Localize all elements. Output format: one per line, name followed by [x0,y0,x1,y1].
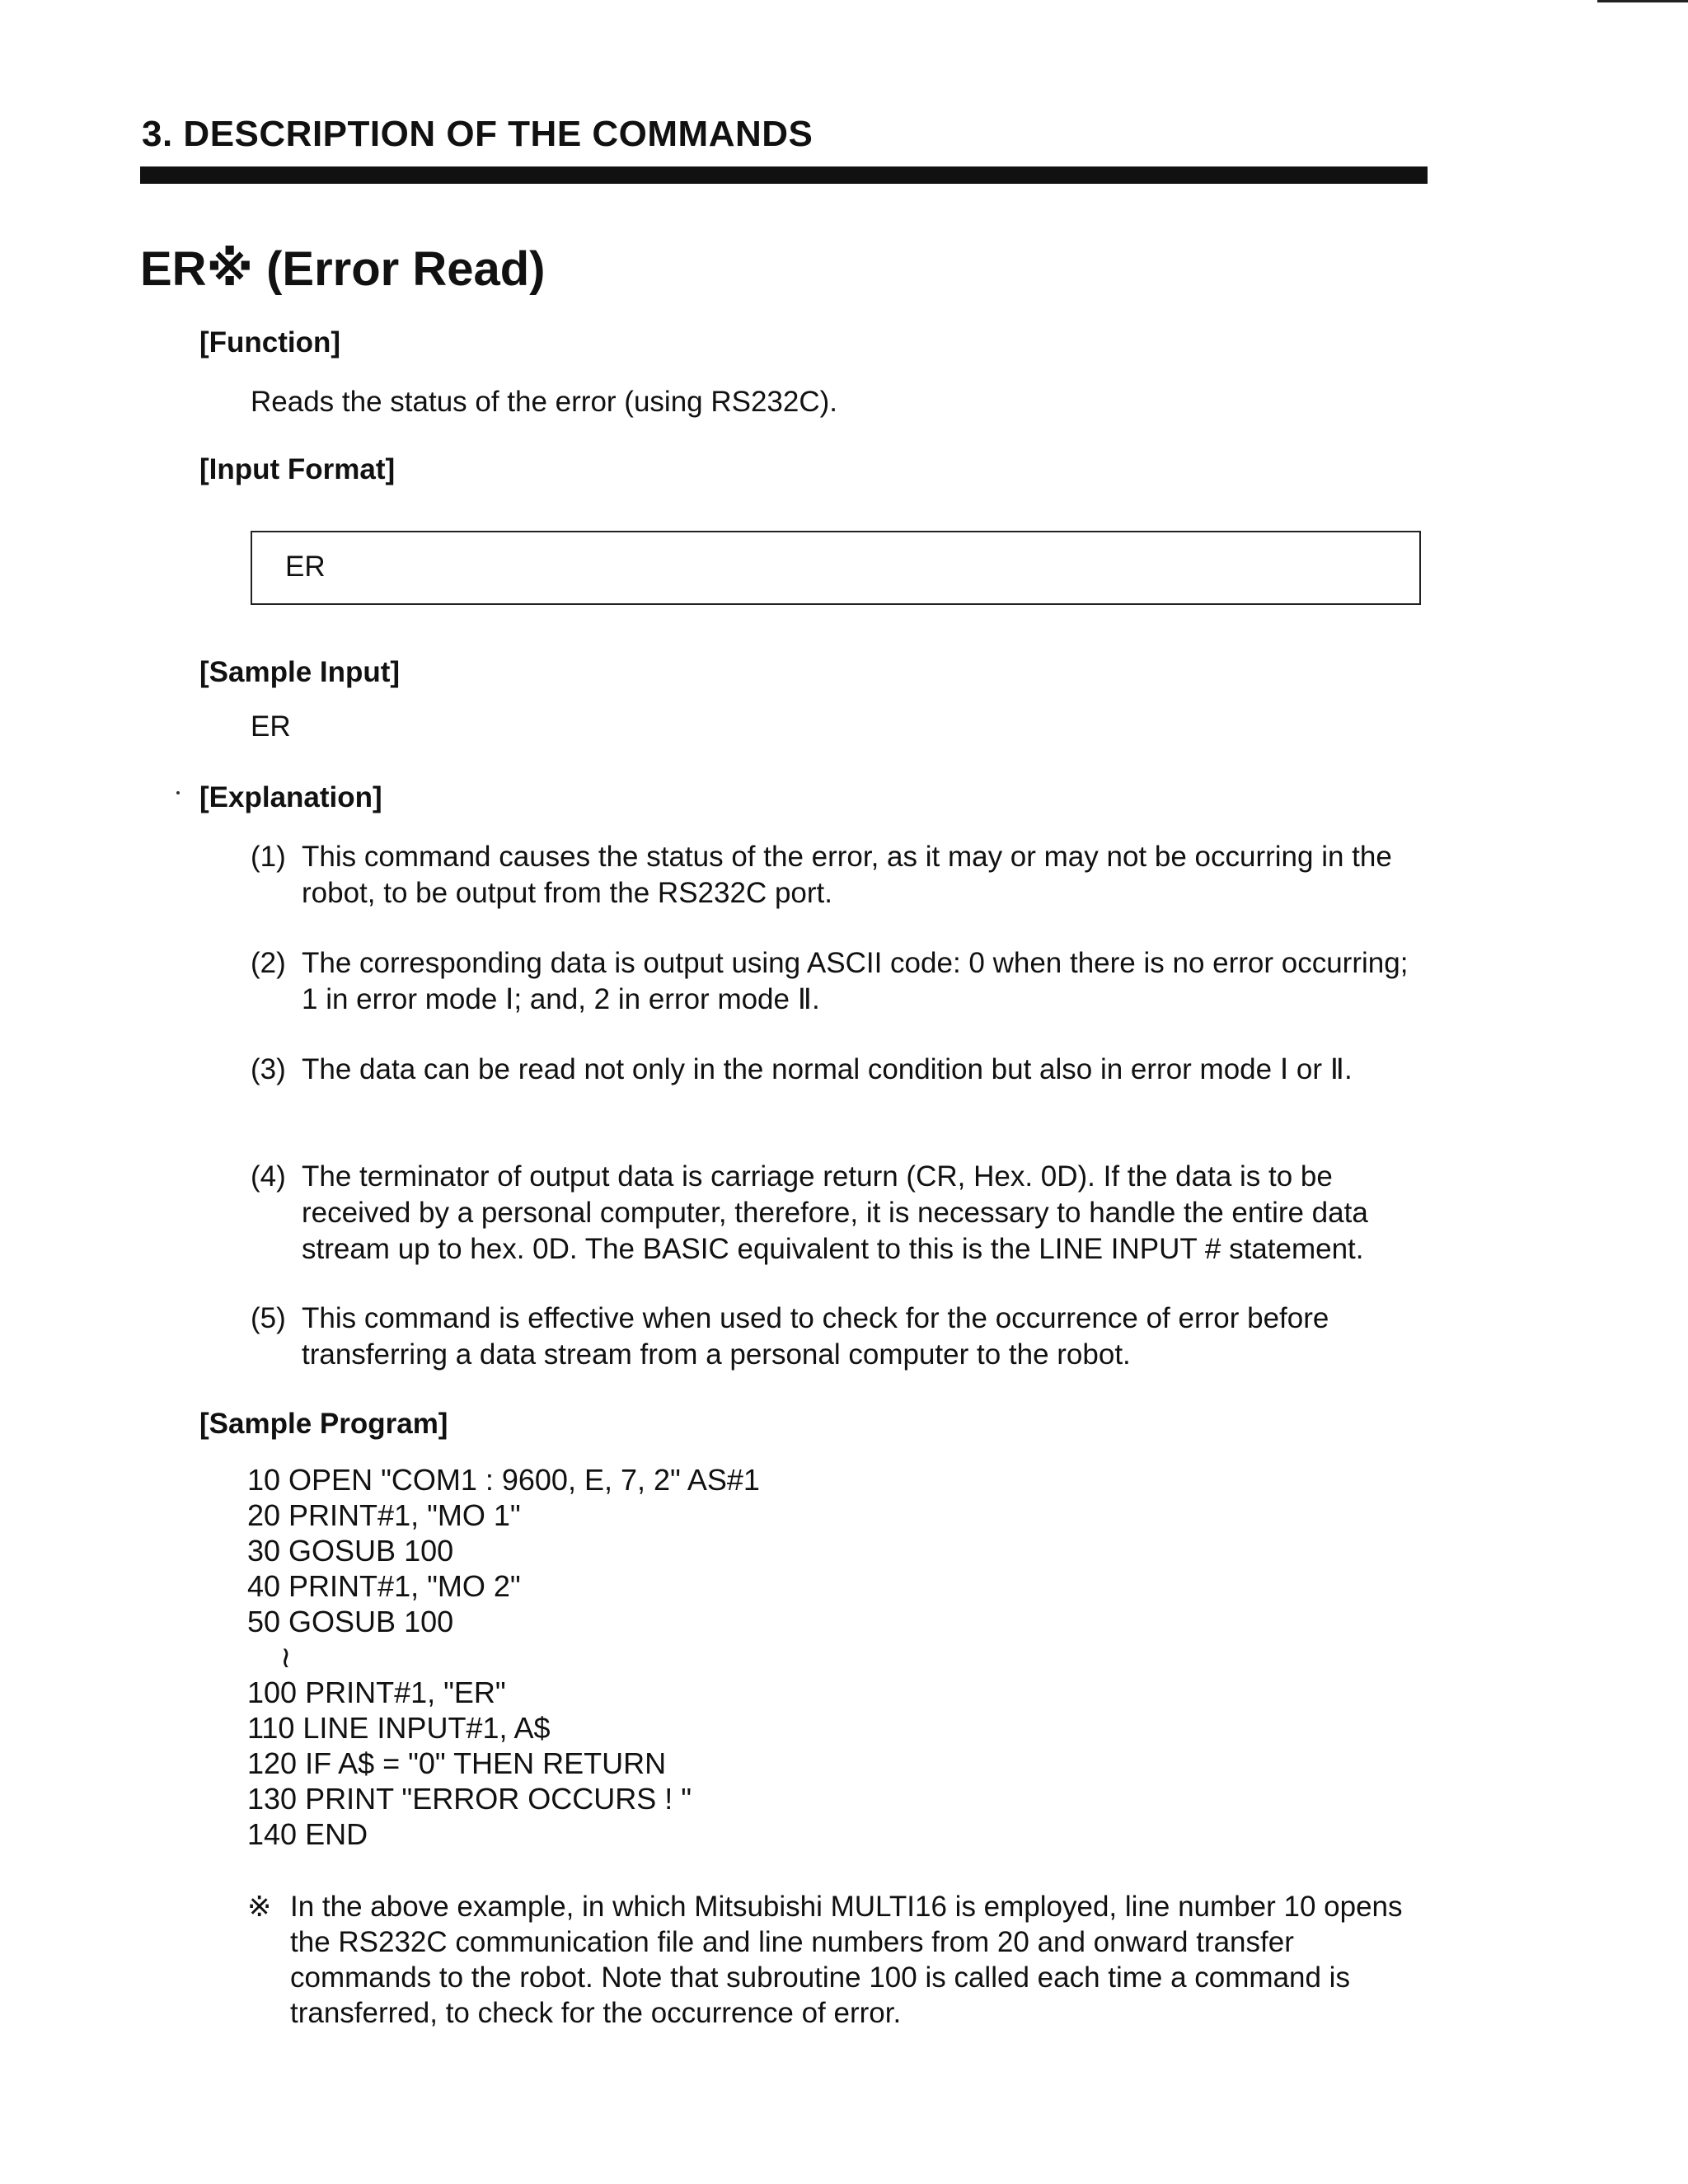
sample-input-text: ER [251,710,291,743]
item-number: (5) [251,1302,286,1334]
section-title: 3. DESCRIPTION OF THE COMMANDS [142,114,814,154]
code-line: 110 LINE INPUT#1, A$ [247,1711,551,1745]
section-divider [140,166,1428,184]
item-text: The corresponding data is output using ASCII code: 0 when there is no error occurring; 1 in error mode Ⅰ; and, 2 in error mode Ⅱ. [302,947,1409,1015]
code-line: 100 PRINT#1, "ER" [247,1675,506,1709]
code-line: 120 IF A$ = "0" THEN RETURN [247,1746,667,1780]
footnote [247,1889,1434,2031]
item-number: (1) [251,841,286,873]
code-line: 20 PRINT#1, "MO 1" [247,1498,521,1532]
item-text: This command causes the status of the error, as it may or may not be occurring in the robot, to be output from the RS232C port. [302,841,1392,909]
explanation-heading: [Explanation] [199,781,382,813]
input-format-heading: [Input Format] [199,453,396,485]
input-format-box [251,531,1421,605]
item-number: (4) [251,1160,286,1193]
reference-mark-icon: ※ [247,1891,272,1923]
page-edge-rule [1597,0,1688,2]
code-line: 130 PRINT "ERROR OCCURS ! " [247,1782,692,1816]
command-title: ER※ (Error Read) [140,242,546,296]
item-number: (2) [251,947,286,979]
scan-speck [176,791,180,794]
item-text: The terminator of output data is carriage return (CR, Hex. 0D). If the data is to be received by a personal computer, therefore, it is necessary to handle the entire data stream up to hex. 0D. The BASIC equivalent to this is the LINE INPUT # statement. [302,1160,1368,1265]
item-text: This command is effective when used to check for the occurrence of error before transferring a data stream from a personal computer to the robot. [302,1302,1329,1371]
explanation-item [251,1159,1429,1268]
item-number: (3) [251,1053,286,1085]
function-text: Reads the status of the error (using RS232C). [251,386,838,418]
code-line: 50 GOSUB 100 [247,1605,454,1638]
footnote-text: In the above example, in which Mitsubishi MULTI16 is employed, line number 10 opens the RS232C communication file and line numbers from 20 and onward transfer commands to the robot. Note that subroutine 100 is called each time a command is transferred, to check for the occurrence of error. [290,1891,1403,2029]
code-line: 140 END [247,1817,368,1851]
explanation-item [251,839,1429,912]
item-text: The data can be read not only in the normal condition but also in error mode Ⅰ or Ⅱ. [302,1053,1353,1085]
sample-program-heading: [Sample Program] [199,1408,448,1440]
function-heading: [Function] [199,326,341,359]
explanation-item [251,1301,1429,1373]
code-line: 40 PRINT#1, "MO 2" [247,1569,521,1603]
code-ellipsis: ≀ [247,1640,292,1674]
explanation-item [251,945,1429,1018]
input-format-value: ER [285,551,326,583]
sample-input-heading: [Sample Input] [199,656,401,688]
code-line: 10 OPEN "COM1 : 9600, E, 7, 2" AS#1 [247,1463,760,1497]
code-line: 30 GOSUB 100 [247,1534,454,1568]
explanation-item [251,1052,1429,1088]
